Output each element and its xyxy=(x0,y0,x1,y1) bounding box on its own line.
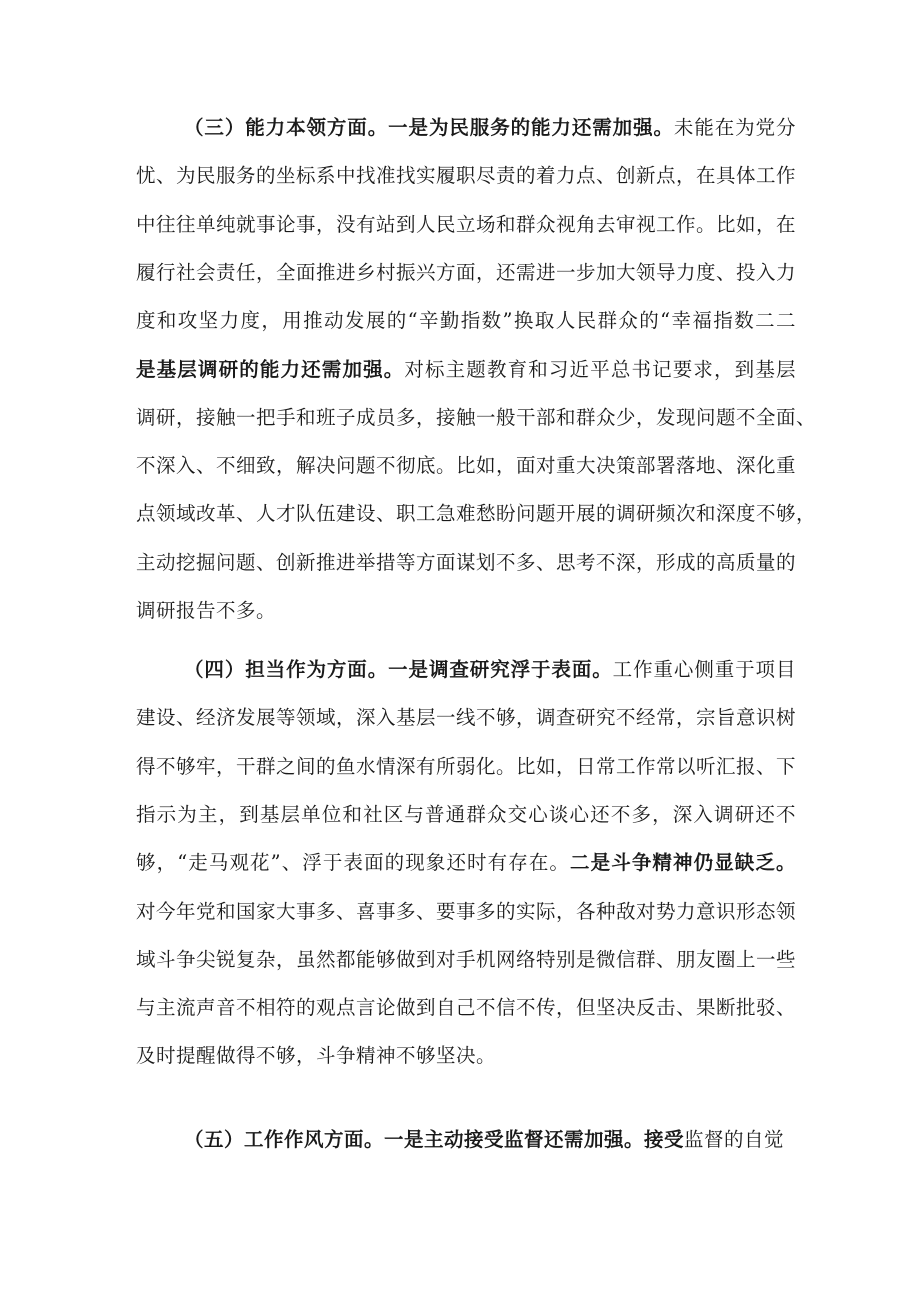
text-run: 监督的自觉 xyxy=(684,1128,785,1151)
text-run: 域斗争尖锐复杂，虽然都能够做到对手机网络特别是微信群、朋友圈上一些 xyxy=(136,947,797,971)
text-line xyxy=(184,1125,796,1155)
text-line xyxy=(136,451,796,481)
text-line xyxy=(136,945,796,975)
text-run: 度和攻坚力度，用推动发展的“辛勤指数”换取人民群众的“幸福指数二二 xyxy=(136,309,796,333)
text-run: 调研，接触一把手和班子成员多，接触一般干部和群众少，发现问题不全面、 xyxy=(136,405,817,429)
text-run: 得不够牢，干群之间的鱼水情深有所弱化。比如，日常工作常以听汇报、下 xyxy=(136,754,797,778)
text-line xyxy=(136,800,796,830)
text-run: 及时提醒做得不够，斗争精神不够坚决。 xyxy=(136,1044,497,1068)
text-line xyxy=(136,703,796,733)
text-line xyxy=(136,161,796,191)
bold-text-run: （四）担当作为方面。一是调查研究浮于表面。 xyxy=(184,658,613,681)
text-run: 建设、经济发展等领域，深入基层一线不够，调查研究不经常，宗旨意识树 xyxy=(136,706,797,730)
text-line xyxy=(136,596,796,626)
text-line xyxy=(184,655,796,685)
text-run: 忧、为民服务的坐标系中找准找实履职尽责的着力点、创新点，在具体工作 xyxy=(136,164,797,188)
bold-text-run: （五）工作作风方面。一是主动接受监督还需加强。接受 xyxy=(184,1128,685,1151)
text-run: 中往往单纯就事论事，没有站到人民立场和群众视角去审视工作。比如，在 xyxy=(136,212,797,236)
text-run: 与主流声音不相符的观点言论做到自己不信不传，但坚决反击、果断批驳、 xyxy=(136,996,797,1020)
text-line xyxy=(136,499,817,529)
bold-text-run: 是基层调研的能力还需加强。 xyxy=(136,357,405,381)
text-line xyxy=(136,210,796,240)
text-run: 点领域改革、人才队伍建设、职工急难愁盼问题开展的调研频次和深度不够， xyxy=(136,502,817,526)
text-line xyxy=(184,113,796,143)
text-line xyxy=(136,355,796,385)
text-line xyxy=(136,258,796,288)
text-run: 对标主题教育和习近平总书记要求，到基层 xyxy=(404,357,796,381)
text-run: 工作重心侧重于项目 xyxy=(612,658,796,681)
text-run: 够，“走马观花”、浮于表面的现象还时有存在。 xyxy=(136,851,571,875)
text-line xyxy=(136,897,796,927)
text-line xyxy=(136,993,796,1023)
text-run: 未能在为党分 xyxy=(673,116,796,139)
bold-text-run: （三）能力本领方面。一是为民服务的能力还需加强。 xyxy=(184,116,674,139)
text-line xyxy=(136,1041,796,1071)
text-line xyxy=(136,548,796,578)
text-line xyxy=(136,752,796,782)
text-run: 履行社会责任，全面推进乡村振兴方面，还需进一步加大领导力度、投入力 xyxy=(136,260,797,284)
text-line xyxy=(136,848,796,878)
text-line xyxy=(136,306,796,336)
text-run: 指示为主，到基层单位和社区与普通群众交心谈心还不多，深入调研还不 xyxy=(136,802,796,826)
text-run: 对今年党和国家大事多、喜事多、要事多的实际，各种敌对势力意识形态领 xyxy=(136,899,797,923)
text-line xyxy=(136,403,817,433)
text-run: 不深入、不细致，解决问题不彻底。比如，面对重大决策部署落地、深化重 xyxy=(136,454,797,478)
text-run: 主动挖掘问题、创新推进举措等方面谋划不多、思考不深，形成的高质量的 xyxy=(136,550,797,574)
bold-text-run: 二是斗争精神仍显缺乏。 xyxy=(570,851,796,875)
text-run: 调研报告不多。 xyxy=(136,599,277,622)
